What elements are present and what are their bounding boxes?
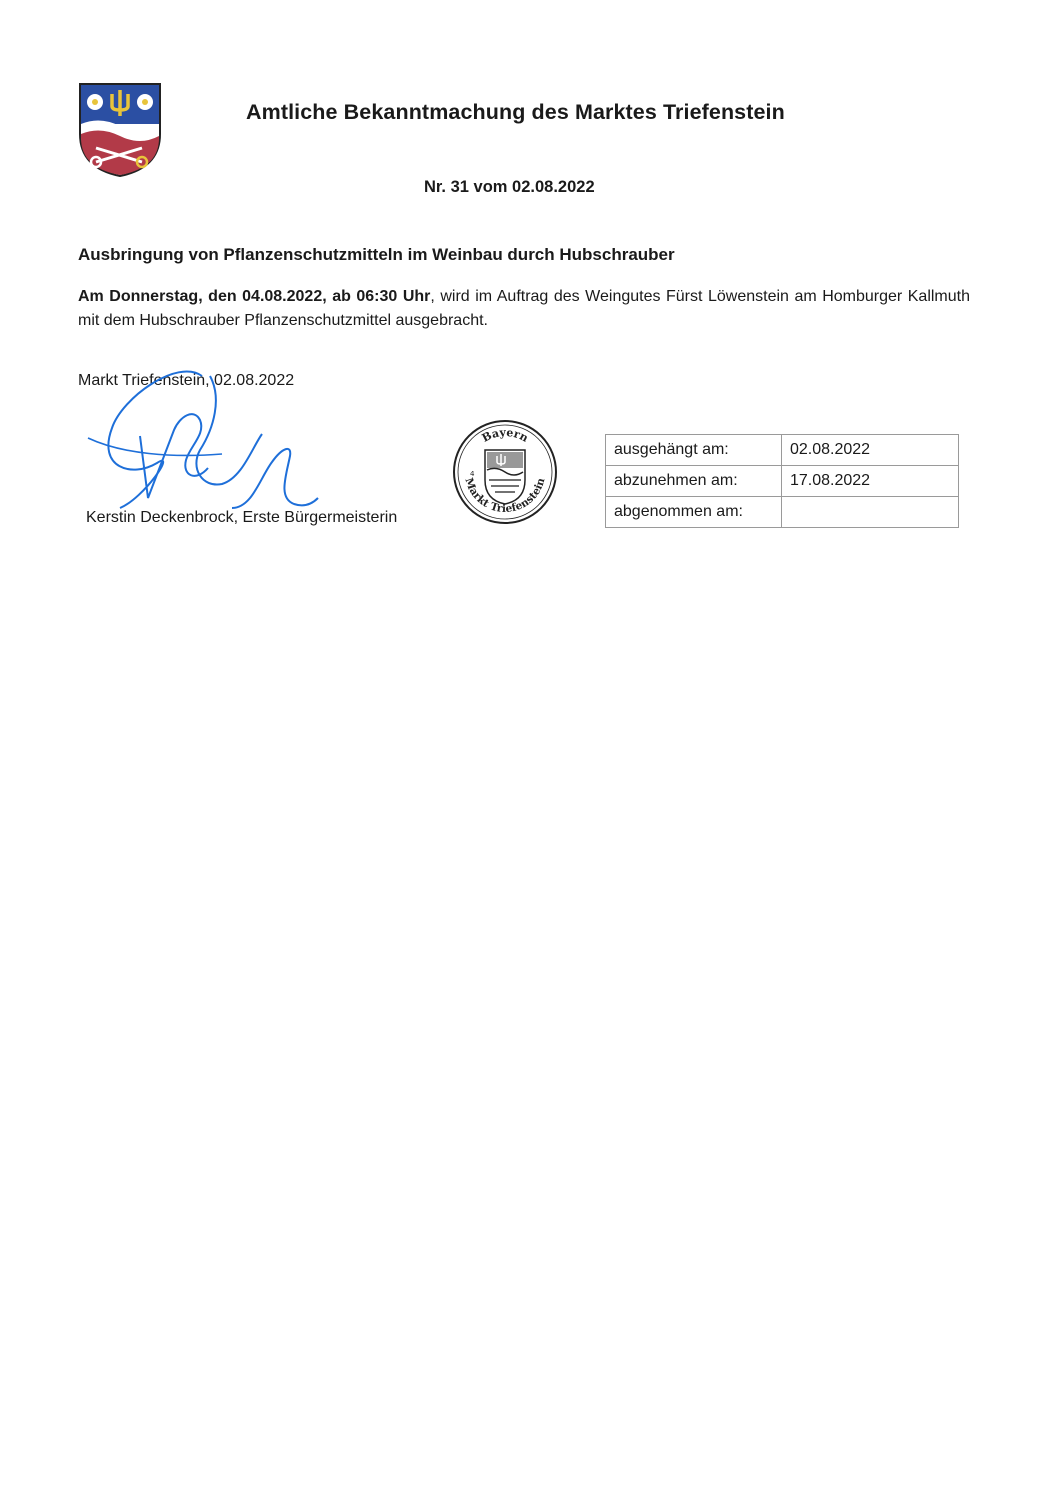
removed-on-value [782, 497, 959, 528]
seal-bottom-text: Markt Triefenstein [462, 476, 548, 516]
posted-on-label: ausgehängt am: [606, 435, 782, 466]
notice-body-bold: Am Donnerstag, den 04.08.2022, ab 06:30 Uhr [78, 288, 431, 305]
seal-top-text: Bayern [479, 425, 531, 445]
table-row [606, 466, 959, 497]
remove-on-value: 17.08.2022 [782, 466, 959, 497]
notice-body-rest: , wird im Auftrag des Weingutes Fürst Löwenstein am Homburger Kallmuth mit dem Hubschrauber Pflanzenschutzmittel ausgebracht. [78, 288, 970, 329]
notice-number: Nr. 31 vom 02.08.2022 [424, 178, 595, 196]
notice-body [78, 285, 970, 333]
official-seal-icon [451, 418, 559, 526]
svg-text:Markt Triefenstein [462, 476, 547, 515]
removed-on-label: abgenommen am: [606, 497, 782, 528]
signer-name: Kerstin Deckenbrock, Erste Bürgermeisterin [86, 509, 398, 526]
seal-number: 4 [470, 470, 475, 478]
notice-heading: Ausbringung von Pflanzenschutzmitteln im Weinbau durch Hubschrauber [78, 245, 675, 264]
document-title: Amtliche Bekanntmachung des Marktes Triefenstein [246, 100, 785, 124]
table-row [606, 497, 959, 528]
signature-image [82, 358, 322, 528]
place-date: Markt Triefenstein, 02.08.2022 [78, 372, 295, 389]
remove-on-label: abzunehmen am: [606, 466, 782, 497]
table-row [606, 435, 959, 466]
coat-of-arms-icon [78, 82, 162, 178]
posting-record-table [605, 434, 959, 528]
posted-on-value: 02.08.2022 [782, 435, 959, 466]
